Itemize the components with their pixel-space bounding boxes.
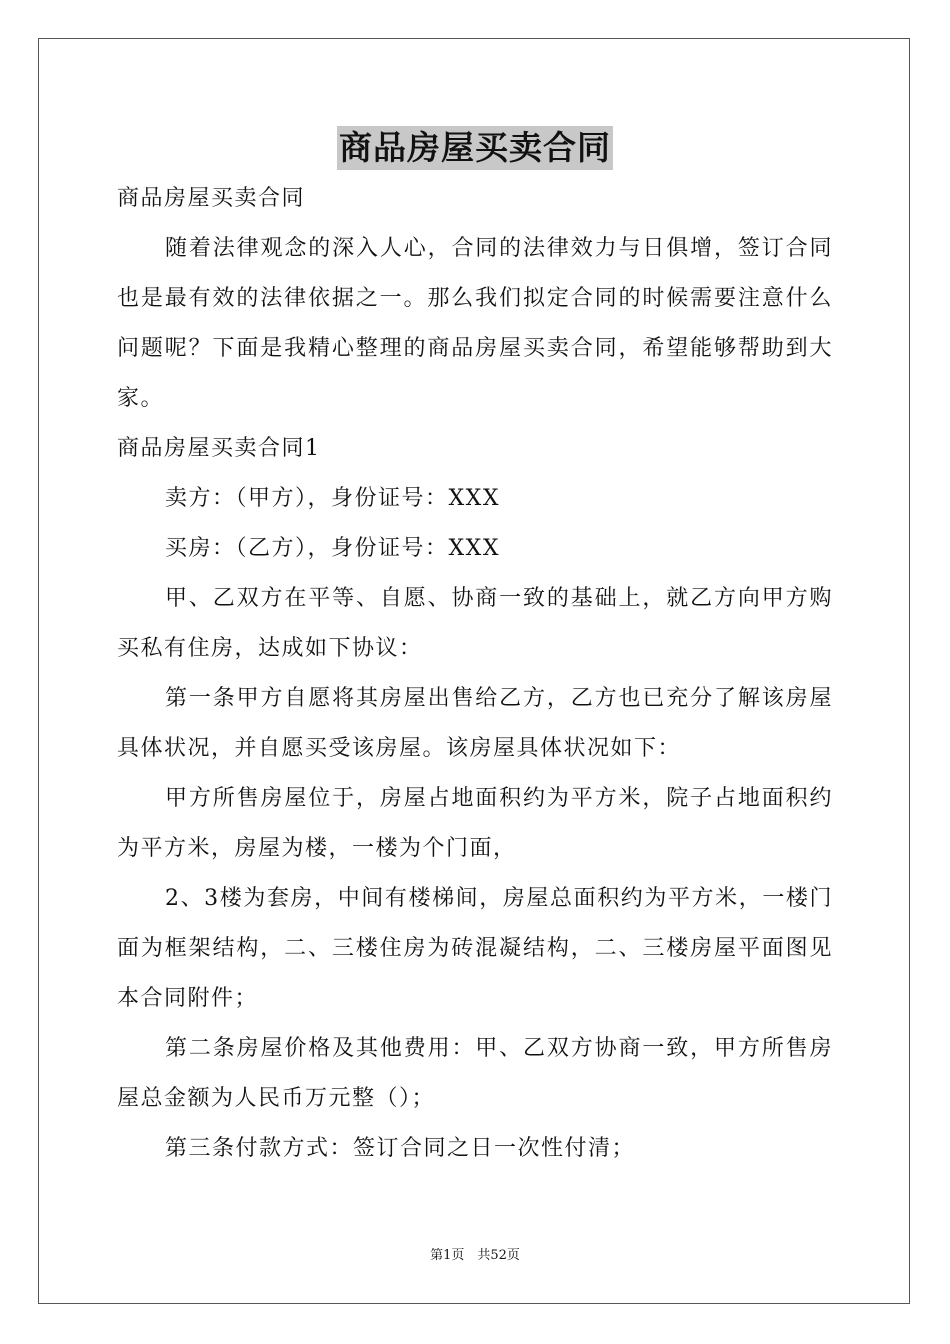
paragraph: 第一条甲方自愿将其房屋出售给乙方，乙方也已充分了解该房屋具体状况，并自愿买受该房屋。该房屋具体状况如下： xyxy=(117,686,833,761)
paragraph: 买房：（乙方），身份证号：XXX xyxy=(165,536,500,561)
title-container xyxy=(0,126,950,170)
document-body xyxy=(117,174,833,1174)
paragraph: 第三条付款方式：签订合同之日一次性付清； xyxy=(165,1136,636,1161)
paragraph: 卖方：（甲方），身份证号：XXX xyxy=(165,486,500,511)
document-title: 商品房屋买卖合同 xyxy=(337,126,613,170)
paragraph: 商品房屋买卖合同1 xyxy=(117,436,321,461)
paragraph: 甲、乙双方在平等、自愿、协商一致的基础上，就乙方向甲方购买私有住房，达成如下协议： xyxy=(117,586,833,661)
paragraph: 甲方所售房屋位于，房屋占地面积约为平方米，院子占地面积约为平方米，房屋为楼，一楼为个门面， xyxy=(117,786,833,861)
page-number: 第1页 共52页 xyxy=(430,1248,520,1263)
paragraph: 第二条房屋价格及其他费用：甲、乙双方协商一致，甲方所售房屋总金额为人民币万元整（）； xyxy=(117,1036,833,1111)
paragraph: 随着法律观念的深入人心，合同的法律效力与日俱增，签订合同也是最有效的法律依据之一。那么我们拟定合同的时候需要注意什么问题呢？下面是我精心整理的商品房屋买卖合同，希望能够帮助到大家。 xyxy=(117,236,833,411)
paragraph: 商品房屋买卖合同 xyxy=(117,186,306,211)
page-footer xyxy=(0,1247,950,1265)
paragraph: 2、3楼为套房，中间有楼梯间，房屋总面积约为平方米，一楼门面为框架结构，二、三楼住房为砖混凝结构，二、三楼房屋平面图见本合同附件； xyxy=(117,886,833,1011)
